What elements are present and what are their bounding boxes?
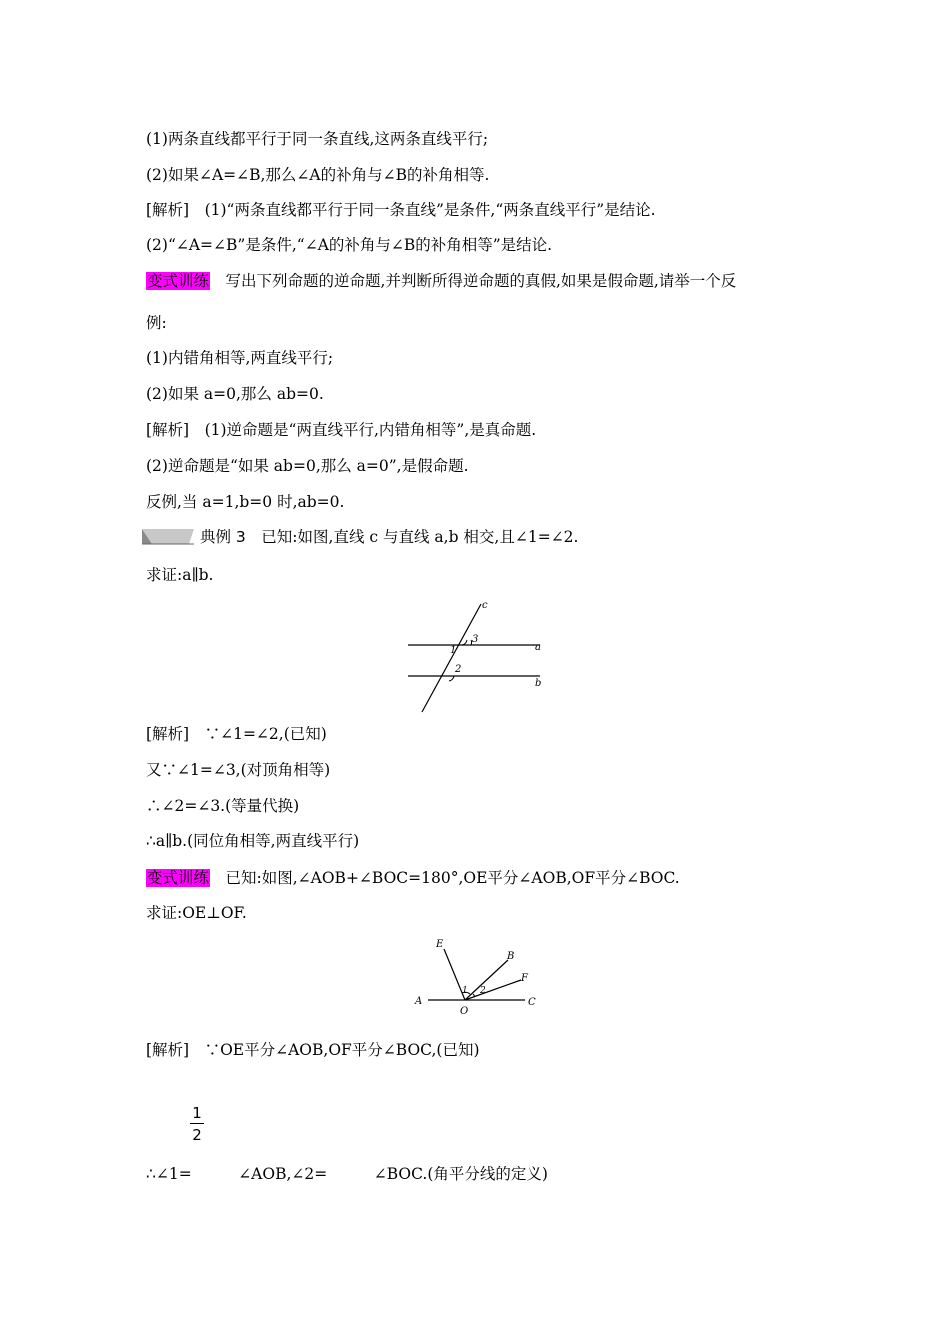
line-4: (2)“∠A=∠B”是条件,“∠A的补角与∠B的补角相等”是结论.: [146, 236, 553, 254]
line-18: ∴∠1= ∠AOB,∠2= ∠BOC.(角平分线的定义): [146, 1165, 548, 1183]
example-label: 典例 3: [200, 528, 246, 546]
line-8: [解析] (1)逆命题是“两直线平行,内错角相等”,是真命题.: [146, 421, 537, 439]
label-3: 3: [472, 634, 479, 645]
fraction-half: [190, 1104, 204, 1144]
line-13: 又∵∠1=∠3,(对顶角相等): [146, 761, 331, 779]
variant-tag: 变式训练: [147, 272, 210, 290]
label-E: E: [436, 939, 444, 950]
label-b: b: [535, 678, 542, 689]
label-2: 2: [455, 664, 462, 675]
label-C: C: [528, 997, 536, 1008]
label-1: 1: [462, 986, 468, 996]
line-9: (2)逆命题是“如果 ab=0,那么 a=0”,是假命题.: [146, 457, 469, 475]
label-c: c: [482, 600, 488, 611]
line-2: (2)如果∠A=∠B,那么∠A的补角与∠B的补角相等.: [146, 166, 490, 184]
label-1: 1: [450, 645, 457, 656]
label-2: 2: [480, 986, 486, 996]
label-B: B: [507, 951, 515, 962]
variant-training-1: [146, 271, 736, 291]
line-14: ∴∠2=∠3.(等量代换): [146, 797, 300, 815]
parallel-lines-figure: [400, 598, 560, 716]
label-O: O: [460, 1006, 469, 1017]
line-6: (1)内错角相等,两直线平行;: [146, 349, 334, 367]
example-banner-icon: [142, 527, 194, 545]
label-F: F: [521, 973, 528, 984]
line-15: ∴a∥b.(同位角相等,两直线平行): [146, 832, 360, 850]
line-16: 求证:OE⊥OF.: [146, 904, 247, 922]
label-a: a: [535, 642, 541, 653]
example-3: [200, 527, 578, 547]
line-11: 求证:a∥b.: [146, 566, 214, 584]
line-17: [解析] ∵OE平分∠AOB,OF平分∠BOC,(已知): [146, 1041, 480, 1059]
line-5: 例:: [146, 314, 167, 332]
variant-tag: 变式训练: [147, 869, 210, 887]
variant-training-2: [146, 868, 680, 888]
line-3: [解析] (1)“两条直线都平行于同一条直线”是条件,“两条直线平行”是结论.: [146, 201, 656, 219]
example-text: 已知:如图,直线 c 与直线 a,b 相交,且∠1=∠2.: [245, 528, 579, 546]
fraction-bar: [190, 1123, 204, 1124]
variant-text: 已知:如图,∠AOB+∠BOC=180°,OE平分∠AOB,OF平分∠BOC.: [210, 869, 680, 887]
label-A: A: [415, 996, 423, 1007]
line-1: (1)两条直线都平行于同一条直线,这两条直线平行;: [146, 130, 489, 148]
angle-bisector-figure: [410, 935, 550, 1020]
fraction-denominator: 2: [192, 1126, 202, 1144]
variant-text: 写出下列命题的逆命题,并判断所得逆命题的真假,如果是假命题,请举一个反: [210, 272, 737, 290]
line-7: (2)如果 a=0,那么 ab=0.: [146, 385, 324, 403]
line-12: [解析] ∵∠1=∠2,(已知): [146, 725, 327, 743]
fraction-numerator: 1: [192, 1104, 202, 1122]
line-10: 反例,当 a=1,b=0 时,ab=0.: [146, 493, 345, 511]
